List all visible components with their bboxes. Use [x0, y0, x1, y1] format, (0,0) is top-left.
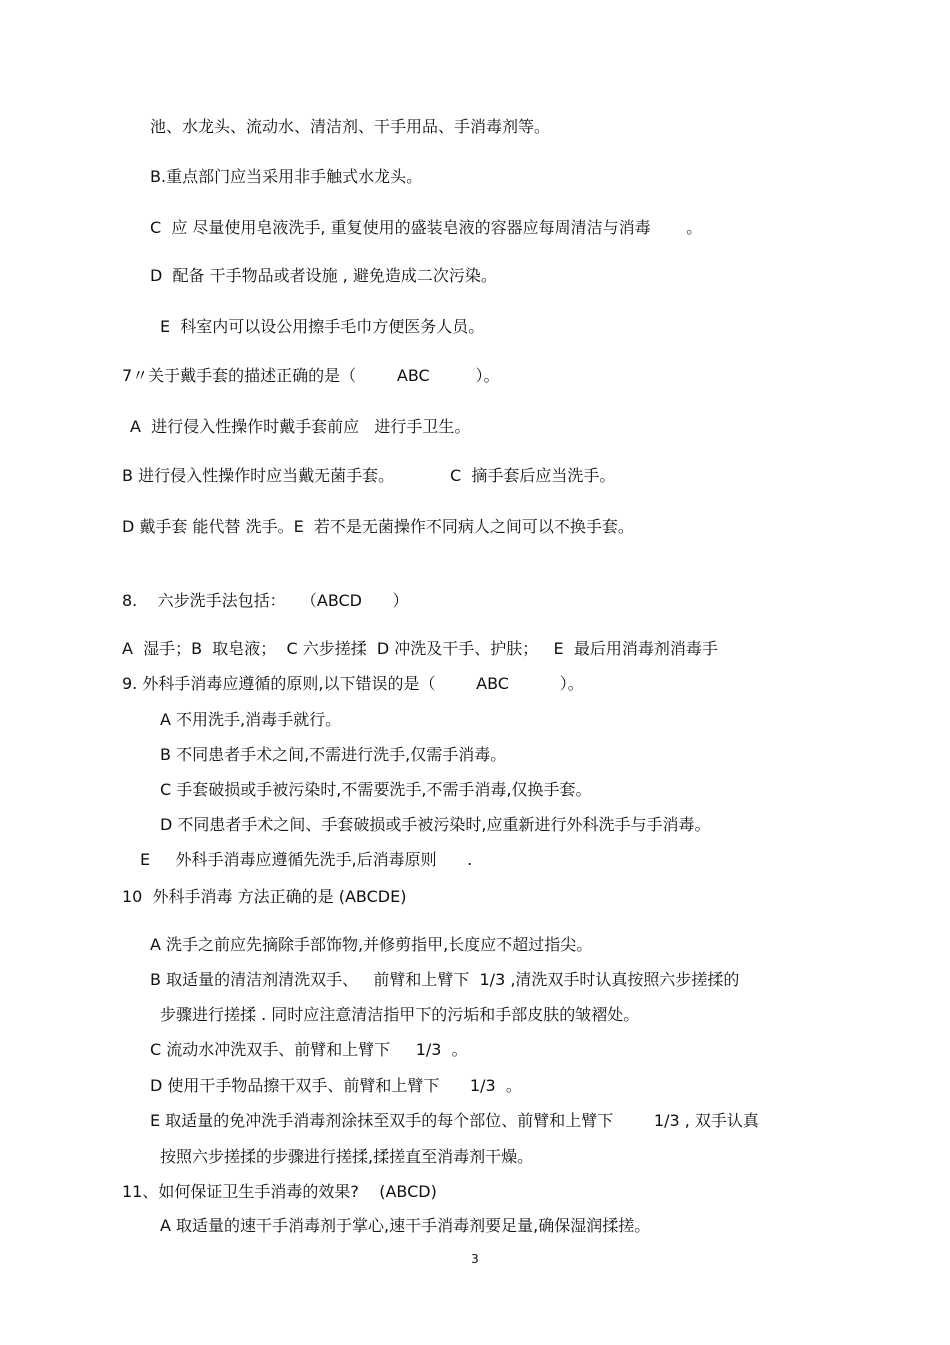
text-line: B.重点部门应当采用非手触式水龙头。: [150, 167, 423, 186]
text-line: C 手套破损或手被污染时,不需要洗手,不需手消毒,仅换手套。: [160, 780, 592, 799]
page-number: 3: [471, 1252, 479, 1266]
text-line: B 取适量的清洁剂清洗双手、 前臂和上臂下 1/3 ,清洗双手时认真按照六步搓揉的: [150, 970, 740, 989]
text-line: A 取适量的速干手消毒剂于掌心,速干手消毒剂要足量,确保湿润揉搓。: [160, 1216, 651, 1235]
text-line: E 外科手消毒应遵循先洗手,后消毒原则 .: [140, 850, 473, 869]
text-line: A 洗手之前应先摘除手部饰物,并修剪指甲,长度应不超过指尖。: [150, 935, 593, 954]
text-line: D 使用干手物品擦干双手、前臂和上臂下 1/3 。: [150, 1076, 522, 1095]
text-line: C 应 尽量使用皂液洗手, 重复使用的盛装皂液的容器应每周清洁与消毒 。: [150, 218, 703, 237]
text-line: B 进行侵入性操作时应当戴无菌手套。 C 摘手套后应当洗手。: [122, 466, 616, 485]
question-7: 7〃关于戴手套的描述正确的是（ ABC ）。: [122, 366, 500, 385]
text-line: E 科室内可以设公用擦手毛巾方便医务人员。: [160, 317, 485, 336]
text-line: 池、水龙头、流动水、清洁剂、干手用品、手消毒剂等。: [150, 117, 551, 136]
question-9: 9. 外科手消毒应遵循的原则,以下错误的是（ ABC ）。: [122, 674, 584, 693]
text-line: 步骤进行搓揉 . 同时应注意清洁指甲下的污垢和手部皮肤的皱褶处。: [160, 1005, 640, 1024]
text-line: 按照六步搓揉的步骤进行搓揉,揉搓直至消毒剂干燥。: [160, 1147, 534, 1166]
text-line: B 不同患者手术之间,不需进行洗手,仅需手消毒。: [160, 745, 507, 764]
question-8: 8. 六步洗手法包括： （ABCD ）: [122, 591, 409, 610]
text-line: A 进行侵入性操作时戴手套前应 进行手卫生。: [130, 417, 471, 436]
text-line: D 戴手套 能代替 洗手。E 若不是无菌操作不同病人之间可以不换手套。: [122, 517, 634, 536]
question-11: 11、如何保证卫生手消毒的效果? (ABCD): [122, 1182, 437, 1201]
text-line: D 配备 干手物品或者设施 , 避免造成二次污染。: [150, 266, 497, 285]
text-line: C 流动水冲洗双手、前臂和上臂下 1/3 。: [150, 1040, 468, 1059]
question-10: 10 外科手消毒 方法正确的是 (ABCDE): [122, 887, 407, 906]
text-line: A 湿手；B 取皂液； C 六步搓揉 D 冲洗及干手、护肤； E 最后用消毒剂消毒手: [122, 639, 718, 658]
text-line: A 不用洗手,消毒手就行。: [160, 710, 342, 729]
text-line: E 取适量的免冲洗手消毒剂涂抹至双手的每个部位、前臂和上臂下 1/3 , 双手认真: [150, 1111, 759, 1130]
text-line: D 不同患者手术之间、手套破损或手被污染时,应重新进行外科洗手与手消毒。: [160, 815, 711, 834]
